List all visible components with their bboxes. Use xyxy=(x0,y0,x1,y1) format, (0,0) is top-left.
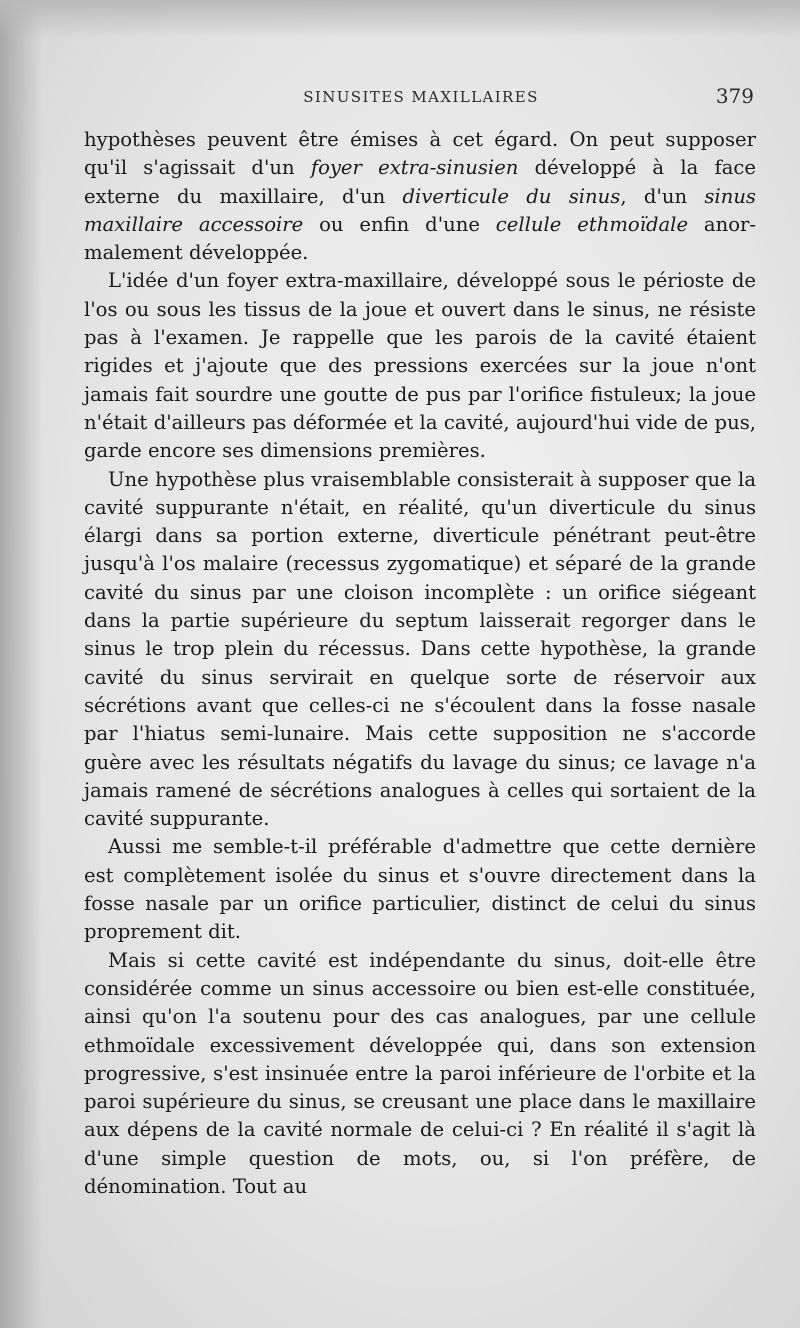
text-run: ou enfin d'une xyxy=(303,212,496,236)
text-run: développé à la face externe du maxillaire, d'un xyxy=(84,156,756,208)
italic-term: foyer extra-sinusien xyxy=(310,156,519,180)
body-text xyxy=(84,126,756,1201)
text-run: , d'un xyxy=(620,184,705,208)
paragraph-4: Aussi me semble-t-il préférable d'admettre que cette dernière est complètement isolée du sinus et s'ouvre directement dans la fosse nasale par un orifice particulier, distinct de celui du sinus proprement dit. xyxy=(84,835,756,944)
italic-term: cellule ethmoïdale xyxy=(495,212,689,236)
running-title: SINUSITES MAXILLAIRES xyxy=(303,88,539,106)
paragraph-2: L'idée d'un foyer extra-maxillaire, développé sous le périoste de l'os ou sous les tissus de la joue et ouvert dans le sinus, ne résiste pas à l'examen. Je rappelle que les parois de la cavité étaient rigides et j'ajoute que des pressions exercées sur la joue n'ont jamais fait sourdre une goutte de pus par l'orifice fistuleux; la joue n'était d'ailleurs pas déformée et la cavité, aujourd'hui vide de pus, garde encore ses dimensions premières. xyxy=(84,269,756,463)
italic-term: diverticule du sinus xyxy=(402,184,621,208)
page-header xyxy=(88,84,754,114)
paragraph-3: Une hypothèse plus vraisemblable consisterait à supposer que la cavité suppurante n'était, en réalité, qu'un diverticule du sinus élargi dans sa portion externe, diverticule pénétrant peut-être jusqu'à l'os malaire (recessus zygomatique) et séparé de la grande cavité du sinus par une cloison incomplète : un orifice siégeant dans la partie supérieure du septum laisserait regorger dans le sinus le trop plein du récessus. Dans cette hypothèse, la grande cavité du sinus servirait en quelque sorte de réservoir aux sécrétions avant que celles-ci ne s'écoulent dans la fosse nasale par l'hiatus semi-lunaire. Mais cette supposition ne s'accorde guère avec les résultats négatifs du lavage du sinus; ce lavage n'a jamais ramené de sécrétions analogues à celles qui sortaient de la cavité suppurante. xyxy=(84,467,756,831)
italic-term: sinus maxillaire accessoire xyxy=(84,184,756,236)
paragraph-1 xyxy=(84,126,756,267)
paragraph-5: Mais si cette cavité est indépendante du sinus, doit-elle être considérée comme un sinus accessoire ou bien est-elle constituée, ainsi qu'on l'a soutenu pour des cas analogues, par une cellule ethmoïdale excessivement développée qui, dans son extension progressive, s'est insinuée entre la paroi inférieure de l'orbite et la paroi supérieure du sinus, se creusant une place dans le maxillaire aux dépens de la cavité normale de celui-ci ? En réalité il s'agit là d'une simple question de mots, ou, si l'on préfère, de dénomination. Tout au xyxy=(84,948,756,1198)
page-number: 379 xyxy=(715,84,754,108)
text-run: anormalement développée. xyxy=(84,212,756,265)
text-run: hypothèses peuvent être émises à cet égard. On peut supposer qu'il s'agissait d'un xyxy=(84,128,756,180)
